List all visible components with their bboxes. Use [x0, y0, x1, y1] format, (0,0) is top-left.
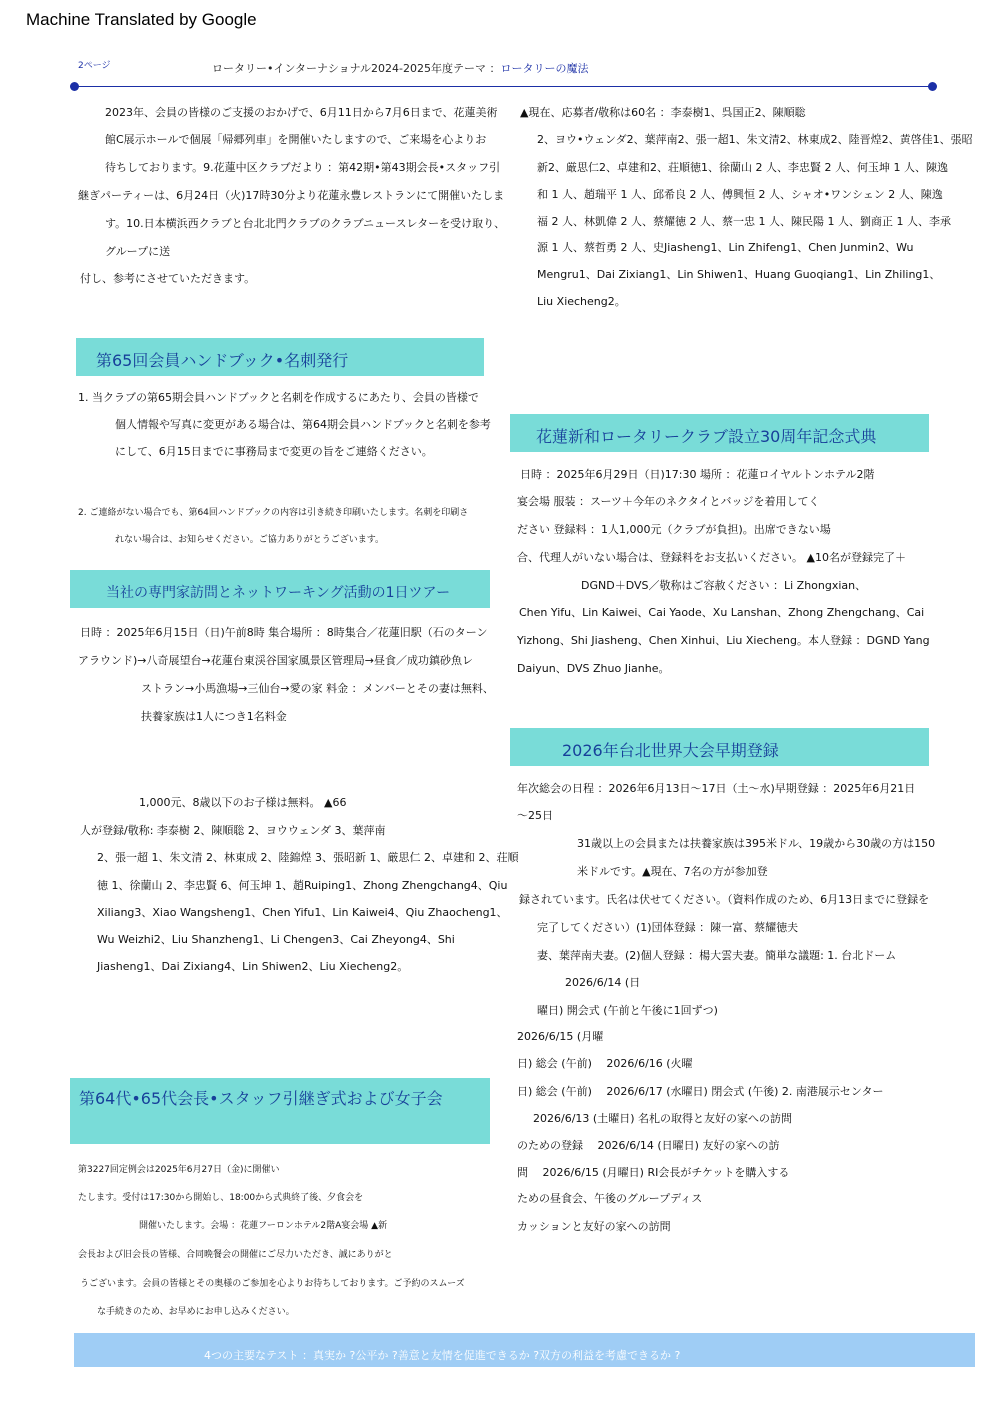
handover-line: たします。受付は17:30から開始し、18:00から式典終了後、夕食会を: [78, 1193, 364, 1203]
anniversary-line: Yizhong、Shi Jiasheng、Chen Xinhui、Liu Xiecheng。本人登録 ：DGND Yang: [517, 634, 930, 647]
registrant-line: Mengru1、Dai Zixiang1、Lin Shiwen1、Huang Guoqiang1、Lin Zhiling1、: [537, 268, 941, 281]
header-rule: [75, 86, 933, 87]
convention-line: 日) 総会 (午前) 2026/6/16 (火曜: [517, 1057, 693, 1070]
anniversary-line: 日時 ：2025年6月29日（日)17:30 場所 ：花蓮ロイヤルトンホテル2階: [520, 468, 875, 481]
convention-line: 31歳以上の会員または扶養家族は395米ドル、19歳から30歳の方は150: [577, 837, 936, 850]
convention-line: 年次総会の日程 ：2026年6月13日〜17日（土〜水)早期登録 ：2025年6月21日: [517, 782, 916, 795]
registrant-line: 源 1 人、蔡哲勇 2 人、史Jiasheng1、Lin Zhifeng1、Chen Junmin2、Wu: [537, 241, 914, 254]
header-rule-dot-right: [928, 82, 937, 91]
anniversary-line: ださい 登録料 ：1人1,000元（クラブが負担)。出席できない場: [517, 523, 831, 536]
anniversary-line: 合、代理人がいない場合は、登録料をお支払いください。 ▲10名が登録完了＋: [517, 551, 906, 564]
section-header-handover: [70, 1078, 490, 1144]
handover-line: うございます。会員の皆様とその奥様のご参加を心よりお待ちしております。ご予約のスムーズ: [80, 1279, 465, 1289]
tour-line: 日時 ：2025年6月15日（日)午前8時 集合場所 ：8時集合／花蓮旧駅（石のターン: [80, 626, 488, 639]
handover-line: 第3227回定例会は2025年6月27日（金)に開催い: [78, 1165, 280, 1175]
handbook-line: 1. 当クラブの第65期会員ハンドブックと名刺を作成するにあたり、会員の皆様で: [78, 391, 479, 404]
tour-line: アラウンド)→八奇展望台→花蓮台東渓谷国家風景区管理局→昼食／成功鎮砂魚レ: [78, 654, 473, 667]
handover-line: 会長および旧会長の皆様、合同晩餐会の開催にご尽力いただき、誠にありがと: [78, 1250, 393, 1260]
header-title: [212, 60, 589, 76]
convention-line: 2026/6/14 (日: [565, 976, 641, 989]
tour-line: 扶養家族は1人につき1名料金: [141, 710, 287, 723]
handover-line: な手続きのため、お早めにお申し込みください。: [97, 1307, 295, 1317]
anniversary-line: DGND＋DVS／敬称はご容赦ください ：Li Zhongxian、: [581, 579, 867, 592]
section-header-anniversary: [510, 414, 929, 452]
convention-line: 2026/6/15 (月曜: [517, 1030, 604, 1043]
registrant-line: 福 2 人、林凱偉 2 人、蔡耀徳 2 人、蔡一忠 1 人、陳民陽 1 人、劉商正 1 人、李承: [537, 215, 951, 228]
convention-line: 録されています。氏名は伏せてください。（資料作成のため、6月13日までに登録を: [519, 893, 930, 906]
intro-line: 待ちしております。9.花蓮中区クラブだより ：第42期•第43期会長•スタッフ引: [105, 161, 501, 174]
intro-line: 継ぎパーティーは、6月24日（火)17時30分より花蓮永豊レストランにて開催いたしま: [78, 189, 505, 202]
intro-line: 2023年、会員の皆様のご支援のおかげで、6月11日から7月6日まで、花蓮美術: [105, 106, 498, 119]
header-title-prefix: ロータリー•インターナショナル2024-2025年度テーマ ：: [212, 62, 501, 75]
tour-line: 1,000元、8歳以下のお子様は無料。 ▲66: [139, 796, 347, 809]
anniversary-line: Daiyun、DVS Zhuo Jianhe。: [517, 662, 670, 675]
section-title: 第64代•65代会長•スタッフ引継ぎ式および女子会: [79, 1089, 443, 1108]
registrant-line: 2、ヨウ•ウェンダ2、葉萍南2、張一超1、朱文清2、林東成2、陸晋煌2、黄啓佳1、張昭: [537, 133, 973, 146]
tour-line: 人が登録/敬称: 李泰樹 2、陳順聡 2、ヨウウェンダ 3、葉萍南: [80, 824, 386, 837]
handbook-note: れない場合は、お知らせください。ご協力ありがとうございます。: [115, 535, 385, 545]
registrant-line: 和 1 人、趙瑞平 1 人、邱希良 2 人、傅興恒 2 人、シャオ•ワンシェン 2 人、陳逸: [537, 188, 943, 201]
handbook-line: 個人情報や写真に変更がある場合は、第64期会員ハンドブックと名刺を参考: [115, 418, 491, 431]
intro-line: 館C展示ホールで個展「帰郷列車」を開催いたしますので、ご来場を心よりお: [105, 133, 487, 146]
section-header-tour: [70, 570, 490, 608]
footer-banner: [74, 1333, 975, 1367]
registrant-line: 新2、厳思仁2、卓建和2、荘順徳1、徐蘭山 2 人、李忠賢 2 人、何玉坤 1 人、陳逸: [537, 161, 948, 174]
convention-line: 完了してください）(1)団体登録 ：陳一富、蔡耀徳夫: [537, 921, 799, 934]
section-header-convention: [510, 728, 929, 766]
convention-line: カッションと友好の家への訪問: [517, 1220, 671, 1233]
tour-line: Xiliang3、Xiao Wangsheng1、Chen Yifu1、Lin Kaiwei4、Qiu Zhaocheng1、: [97, 906, 508, 919]
convention-line: 問 2026/6/15 (月曜日) RI会長がチケットを購入する: [517, 1166, 790, 1179]
registrant-line: ▲現在、応募者/敬称は60名 ：李泰樹1、呉国正2、陳順聡: [520, 106, 806, 119]
convention-line: のための登録 2026/6/14 (日曜日) 友好の家への訪: [517, 1139, 780, 1152]
tour-line: Wu Weizhi2、Liu Shanzheng1、Li Chengen3、Cai Zheyong4、Shi: [97, 933, 455, 946]
section-title: 2026年台北世界大会早期登録: [562, 741, 779, 760]
convention-line: ための昼食会、午後のグループディス: [517, 1192, 703, 1205]
intro-line: す。10.日本横浜西クラブと台北北門クラブのクラブニュースレターを受け取り、: [105, 217, 506, 230]
tour-line: 徳 1、徐蘭山 2、李忠賢 6、何玉坤 1、趙Ruiping1、Zhong Zhengchang4、Qiu: [97, 879, 508, 892]
section-title: 花蓮新和ロータリークラブ設立30周年記念式典: [536, 427, 877, 446]
convention-line: 曜日) 開会式 (午前と午後に1回ずつ): [537, 1004, 718, 1017]
tour-line: 2、張一超 1、朱文清 2、林東成 2、陸錦煌 3、張昭新 1、厳思仁 2、卓建和 2、荘順: [97, 851, 519, 864]
header-theme: ロータリーの魔法: [500, 62, 589, 75]
section-title: 第65回会員ハンドブック•名刺発行: [96, 351, 349, 370]
convention-line: 〜25日: [517, 809, 553, 822]
handbook-note: 2. ご連絡がない場合でも、第64回ハンドブックの内容は引き続き印刷いたします。名刺を印刷さ: [78, 508, 469, 518]
machine-translated-label: Machine Translated by Google: [26, 10, 257, 29]
page-number: 2ページ: [78, 61, 111, 71]
anniversary-line: Chen Yifu、Lin Kaiwei、Cai Yaode、Xu Lanshan、Zhong Zhengchang、Cai: [519, 606, 925, 619]
intro-line: 付し、参考にさせていただきます。: [80, 272, 256, 285]
registrant-line: Liu Xiecheng2。: [537, 295, 626, 308]
handover-line: 開催いたします。会場 ：花蓮フーロンホテル2階A宴会場 ▲新: [139, 1221, 388, 1231]
intro-line: グループに送: [105, 245, 171, 258]
convention-line: 2026/6/13 (土曜日) 名札の取得と友好の家への訪問: [533, 1112, 792, 1125]
convention-line: 米ドルです。▲現在、7名の方が参加登: [577, 865, 768, 878]
tour-line: Jiasheng1、Dai Zixiang4、Lin Shiwen2、Liu Xiecheng2。: [97, 960, 409, 973]
tour-line: ストラン→小馬漁場→三仙台→愛の家 料金 ：メンバーとその妻は無料、: [141, 682, 494, 695]
convention-line: 日) 総会 (午前) 2026/6/17 (水曜日) 閉会式 (午後) 2. 南港展示センター: [517, 1085, 884, 1098]
convention-line: 妻、葉萍南夫妻。(2)個人登録 ：楊大雲夫妻。簡単な議題: 1. 台北ドーム: [537, 949, 897, 962]
four-way-test: 4つの主要なテスト ：真実か ?公平か ?善意と友情を促進できるか ?双方の利益を考慮できるか ?: [204, 1349, 681, 1362]
handbook-line: にして、6月15日までに事務局まで変更の旨をご連絡ください。: [115, 445, 433, 458]
anniversary-line: 宴会場 服装 ：スーツ＋今年のネクタイとバッジを着用してく: [517, 495, 820, 508]
section-title: 当社の専門家訪問とネットワーキング活動の1日ツアー: [106, 585, 451, 601]
section-header-handbook: [76, 338, 484, 376]
